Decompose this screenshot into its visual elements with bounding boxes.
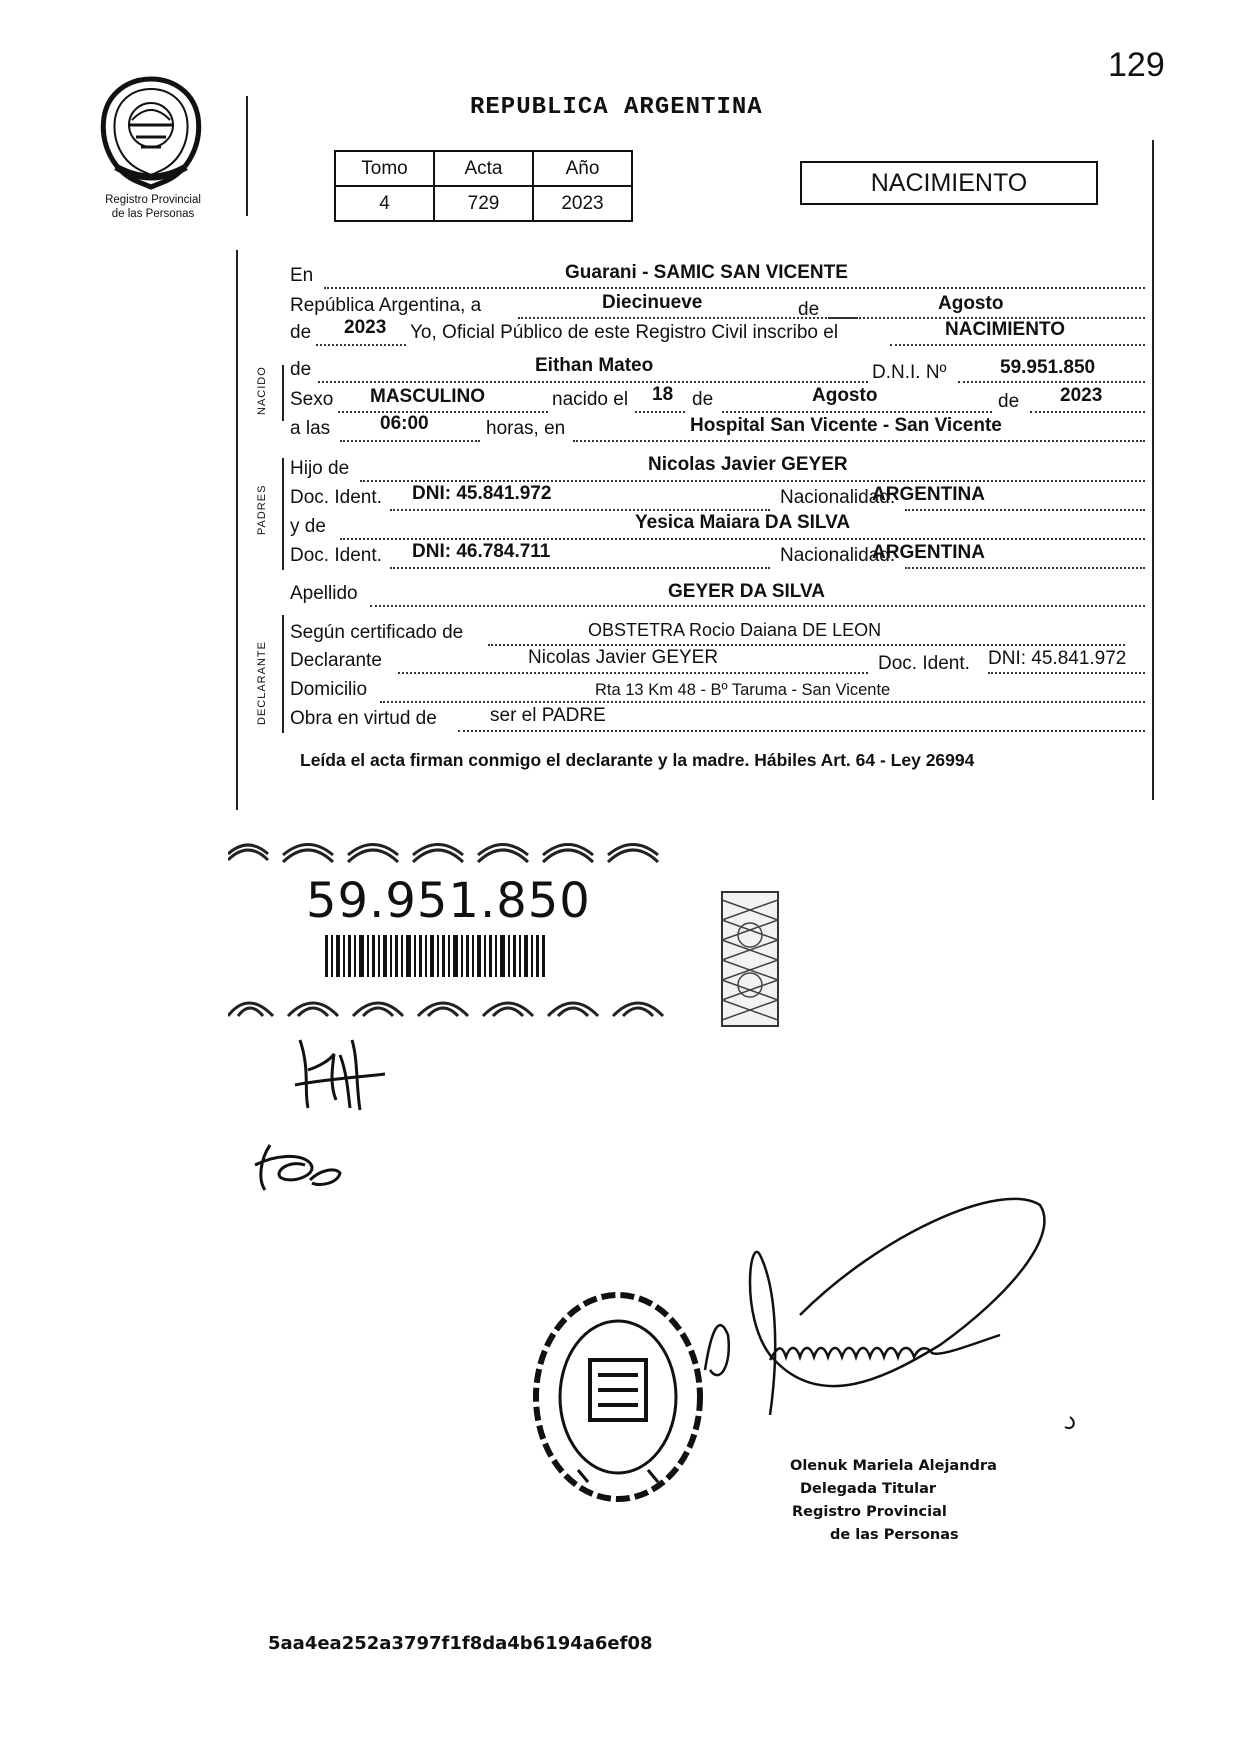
row-father — [290, 454, 1145, 486]
registry-name-line2: de las Personas — [111, 208, 195, 220]
value-certificate-by: OBSTETRA Rocio Daiana DE LEON — [588, 620, 882, 640]
label-nat-mother: Nacionalidad: — [780, 545, 896, 566]
country-heading: REPUBLICA ARGENTINA — [470, 94, 763, 121]
official-office-line2: de las Personas — [830, 1527, 959, 1543]
label-doc-mother: Doc. Ident. — [290, 545, 382, 566]
label-de-child: de — [290, 359, 312, 380]
legal-note: Leída el acta firman conmigo el declarante y la madre. Hábiles Art. 64 - Ley 26994 — [300, 750, 975, 770]
right-rule — [1152, 140, 1154, 800]
side-label-padres: PADRES — [256, 484, 268, 535]
acta-header: Acta — [434, 151, 533, 186]
page-number: 129 — [1108, 46, 1165, 84]
value-birth-place: Hospital San Vicente - San Vicente — [690, 415, 1002, 436]
label-doc-father: Doc. Ident. — [290, 487, 382, 508]
row-surname — [290, 583, 1145, 611]
value-place: Guarani - SAMIC SAN VICENTE — [565, 262, 848, 283]
value-father-name: Nicolas Javier GEYER — [648, 454, 848, 475]
document-hash: 5aa4ea252a3797f1f8da4b6194a6ef08 — [268, 1633, 653, 1654]
label-sexo: Sexo — [290, 389, 334, 410]
hologram-icon — [720, 890, 780, 1028]
registry-name-line1: Registro Provincial — [105, 194, 201, 206]
side-label-nacido: NACIDO — [256, 366, 268, 415]
label-obra: Obra en virtud de — [290, 708, 437, 729]
official-role: Delegada Titular — [800, 1481, 937, 1497]
label-doc-declarant: Doc. Ident. — [878, 653, 970, 674]
label-nacido-el: nacido el — [552, 389, 629, 410]
padres-rule — [282, 458, 284, 570]
value-address: Rta 13 Km 48 - Bº Taruma - San Vicente — [595, 681, 891, 699]
value-mother-nationality: ARGENTINA — [872, 542, 985, 563]
label-apellido: Apellido — [290, 583, 358, 604]
value-father-doc: DNI: 45.841.972 — [412, 483, 552, 504]
tomo-value: 4 — [335, 186, 434, 221]
record-type: NACIMIENTO — [800, 161, 1098, 205]
nacido-rule — [282, 365, 284, 421]
label-a-las: a las — [290, 418, 331, 439]
record-table — [334, 150, 633, 222]
value-day-words: Diecinueve — [602, 292, 703, 313]
value-act: NACIMIENTO — [945, 319, 1065, 340]
label-horas-en: horas, en — [486, 418, 566, 439]
official-signature-icon — [700, 1195, 1100, 1455]
value-mother-doc: DNI: 46.784.711 — [412, 541, 551, 562]
value-declarant: Nicolas Javier GEYER — [528, 647, 719, 668]
label-yo: Yo, Oficial Público de este Registro Civil inscribo el — [410, 322, 839, 343]
label-republica: República Argentina, a — [290, 295, 482, 316]
mother-signature-icon — [250, 1135, 345, 1200]
label-domicilio: Domicilio — [290, 679, 368, 700]
row-mother — [290, 512, 1145, 544]
registry-name — [78, 193, 228, 221]
value-child-dni: 59.951.850 — [1000, 357, 1096, 378]
record-table-values — [335, 186, 632, 221]
anio-value: 2023 — [533, 186, 632, 221]
row-act — [290, 317, 1145, 350]
value-month: Agosto — [938, 293, 1004, 314]
left-rule-upper — [246, 96, 248, 216]
label-de-birth-year: de — [998, 391, 1020, 412]
official-office: Registro Provincial — [792, 1504, 947, 1520]
row-time-place — [290, 413, 1145, 446]
tomo-header: Tomo — [335, 151, 434, 186]
label-nat-father: Nacionalidad: — [780, 487, 896, 508]
official-name: Olenuk Mariela Alejandra — [790, 1458, 997, 1474]
value-year: 2023 — [344, 317, 387, 338]
value-surname: GEYER DA SILVA — [668, 581, 825, 602]
label-de-birth-month: de — [692, 389, 714, 410]
guilloche-band-icon — [228, 840, 674, 1018]
label-declarante: Declarante — [290, 650, 382, 671]
official-seal-icon — [528, 1290, 708, 1505]
label-en: En — [290, 265, 314, 286]
row-address — [290, 679, 1145, 707]
row-mother-doc — [290, 541, 1145, 573]
row-declarant — [290, 647, 1145, 678]
official-signature-block — [790, 1455, 997, 1547]
dni-sticker-number: 59.951.850 — [306, 873, 591, 929]
row-child — [290, 355, 1145, 387]
side-label-declarante: DECLARANTE — [256, 641, 268, 725]
left-rule-lower — [236, 250, 238, 810]
declarant-signature-icon — [290, 1030, 390, 1115]
label-y-de: y de — [290, 516, 326, 537]
provincial-crest-icon — [96, 75, 206, 190]
value-birth-day: 18 — [652, 384, 674, 405]
anio-header: Año — [533, 151, 632, 186]
declarante-rule — [282, 615, 284, 733]
acta-value: 729 — [434, 186, 533, 221]
value-by-virtue: ser el PADRE — [490, 705, 606, 726]
record-table-header — [335, 151, 632, 186]
value-father-nationality: ARGENTINA — [872, 484, 985, 505]
label-dni: D.N.I. Nº — [872, 362, 947, 383]
value-child-name: Eithan Mateo — [535, 355, 654, 376]
row-by-virtue — [290, 705, 1145, 736]
barcode-icon — [325, 935, 545, 977]
row-certificate — [290, 622, 1145, 650]
value-sex: MASCULINO — [370, 386, 486, 407]
label-de-year: de — [290, 322, 312, 343]
value-birth-time: 06:00 — [380, 413, 429, 434]
value-mother-name: Yesica Maiara DA SILVA — [635, 512, 851, 533]
value-birth-year: 2023 — [1060, 385, 1103, 406]
row-place — [290, 262, 1145, 293]
label-segun: Según certificado de — [290, 622, 464, 643]
value-declarant-doc: DNI: 45.841.972 — [988, 648, 1127, 669]
value-birth-month: Agosto — [812, 385, 878, 406]
label-de: de — [798, 299, 820, 320]
label-hijo-de: Hijo de — [290, 458, 350, 479]
row-father-doc — [290, 483, 1145, 515]
